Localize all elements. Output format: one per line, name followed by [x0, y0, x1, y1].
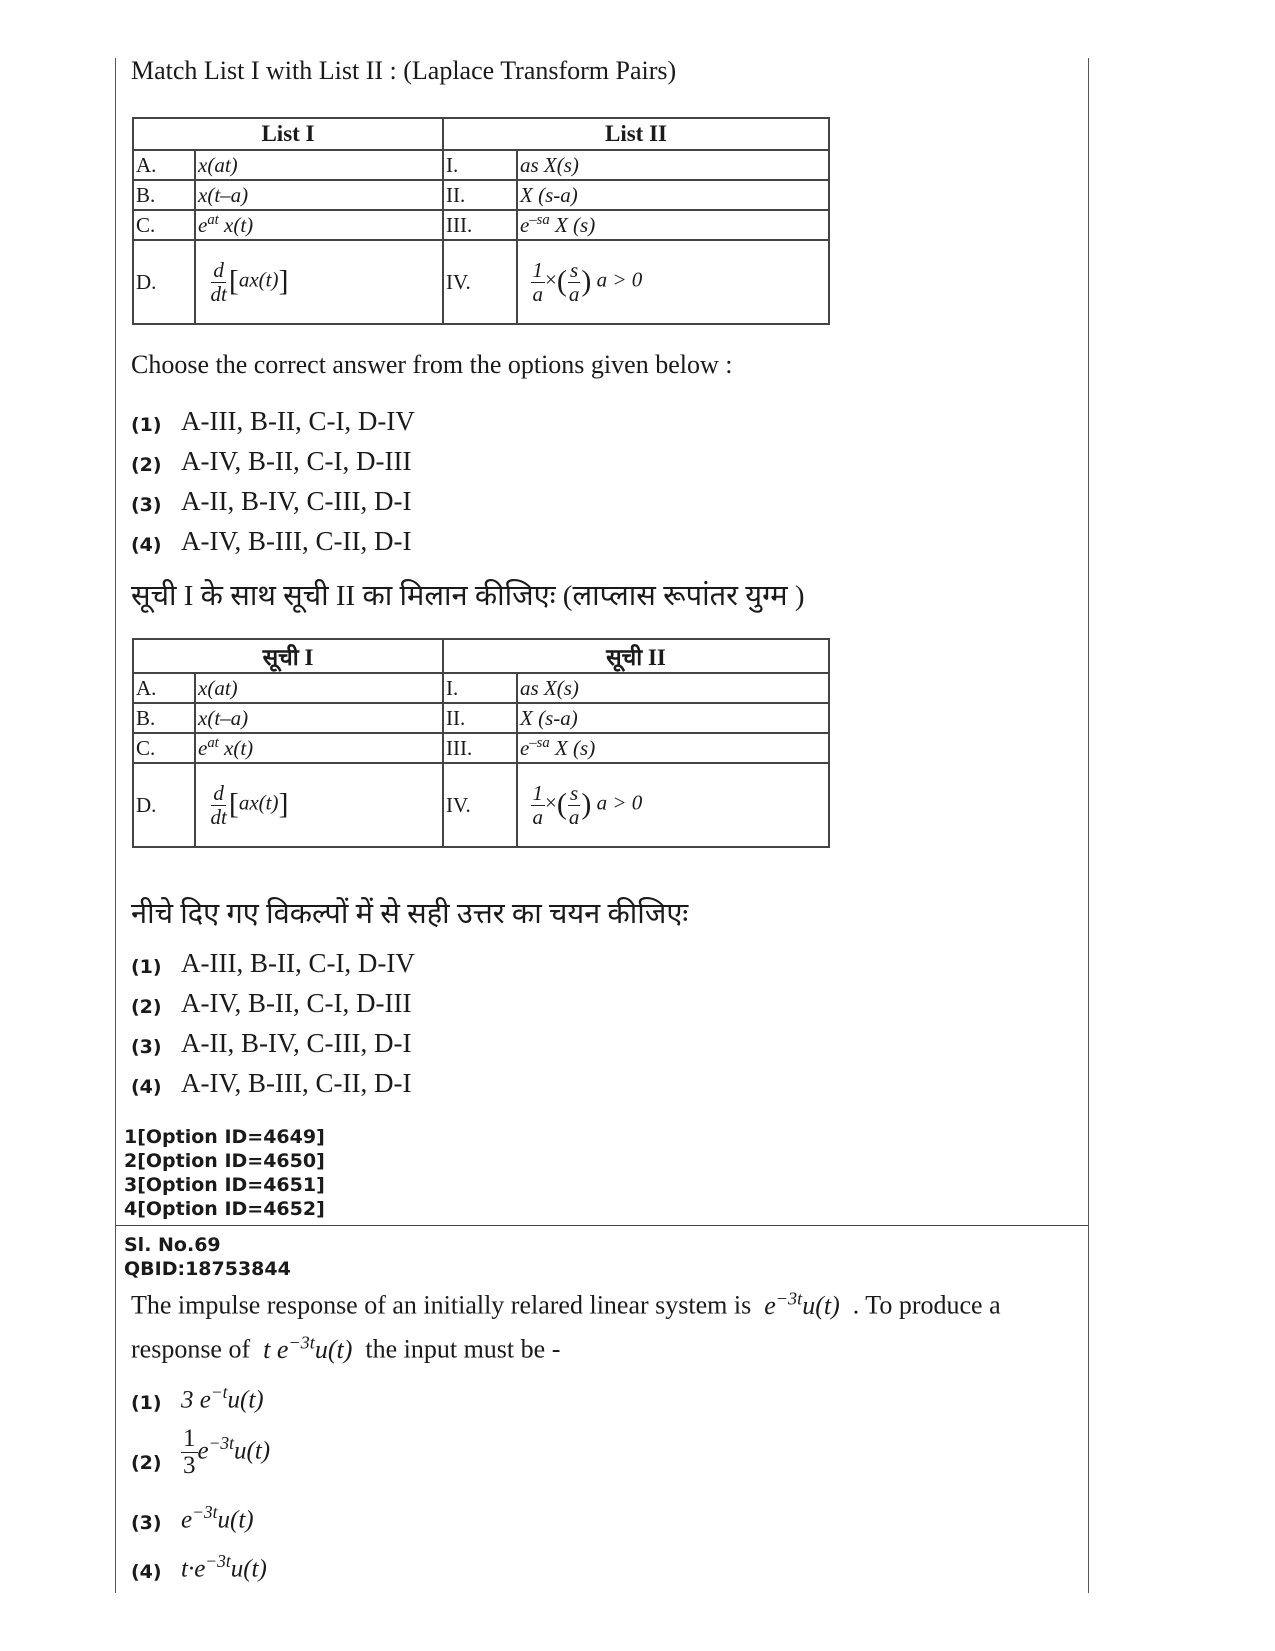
option-id-4: 4[Option ID=4652] [124, 1198, 325, 1220]
row-list1-value: $\frac{d}{dt}$ [ax(t)] [195, 763, 443, 847]
match-table-hi [132, 638, 830, 848]
question-intro-hi: सूची I के साथ सूची II का मिलान कीजिएः (लाप्लास रूपांतर युग्म ) [131, 580, 805, 612]
q69-option-2-expr: $\frac{1}{3}$ $e^{-3t}u(t)$ [183, 1425, 271, 1480]
row-list1-value: $e^{at}$ x(t) [195, 733, 443, 763]
option-id-2: 2[Option ID=4650] [124, 1150, 325, 1172]
table-row [133, 210, 829, 240]
option-4-text-hi: A-IV, B-III, C-II, D-I [181, 1068, 412, 1098]
question-69-line-1: The impulse response of an initially relared linear system is $e^{-3t}u(t)$ . To produce a [131, 1288, 1001, 1320]
frame-right-border [1088, 58, 1089, 1593]
option-id-3: 3[Option ID=4651] [124, 1174, 325, 1196]
match-table-en [132, 117, 830, 325]
row-label: II. [443, 180, 517, 210]
choose-instruction-en: Choose the correct answer from the options given below : [131, 350, 733, 379]
option-3-number-hi: (3) [131, 1036, 162, 1058]
row-list2-value: $e^{-sa}$ X (s) [517, 733, 829, 763]
question-69-line-2: response of t $e^{-3t}u(t)$ the input must be - [131, 1332, 561, 1364]
q69-option-3-number: (3) [131, 1512, 162, 1534]
row-list2-value: X (s-a) [517, 703, 829, 733]
row-label: C. [133, 210, 195, 240]
serial-number: Sl. No.69 [124, 1234, 221, 1256]
q69-option-4-number: (4) [131, 1561, 162, 1583]
option-1-number-hi: (1) [131, 956, 162, 978]
row-list1-value: x(t–a) [195, 180, 443, 210]
table-row [133, 150, 829, 180]
row-list2-value: $\frac{1}{a}$ ×( $\frac{s}{a}$ ) a > 0 [517, 763, 829, 847]
option-3-text-hi: A-II, B-IV, C-III, D-I [181, 1028, 412, 1058]
row-label: B. [133, 703, 195, 733]
q69-option-3-expr: $e^{-3t}u(t)$ [181, 1502, 254, 1534]
row-label: IV. [443, 240, 517, 324]
frame-left-border [115, 58, 116, 1593]
table-row [133, 763, 829, 847]
row-label: IV. [443, 763, 517, 847]
row-list1-value: x(at) [195, 150, 443, 180]
row-label: B. [133, 180, 195, 210]
option-3-number: (3) [131, 494, 162, 516]
row-label: I. [443, 150, 517, 180]
row-list1-value: $\frac{d}{dt}$ [ax(t)] [195, 240, 443, 324]
table-row [133, 240, 829, 324]
target-response-expr: t $e^{-3t}u(t)$ [263, 1332, 353, 1364]
row-list2-value: as X(s) [517, 150, 829, 180]
option-1-number: (1) [131, 414, 162, 436]
q69-option-1-expr: 3 $e^{-t}u(t)$ [181, 1382, 264, 1414]
option-4-text: A-IV, B-III, C-II, D-I [181, 526, 412, 556]
option-2-text: A-IV, B-II, C-I, D-III [181, 446, 412, 476]
row-label: A. [133, 150, 195, 180]
option-2-number: (2) [131, 454, 162, 476]
option-1-text: A-III, B-II, C-I, D-IV [181, 406, 415, 436]
row-label: A. [133, 673, 195, 703]
row-list2-value: $e^{-sa}$ X (s) [517, 210, 829, 240]
option-4-number: (4) [131, 534, 162, 556]
row-label: I. [443, 673, 517, 703]
option-id-1: 1[Option ID=4649] [124, 1126, 325, 1148]
table-row [133, 703, 829, 733]
row-label: C. [133, 733, 195, 763]
option-3-text: A-II, B-IV, C-III, D-I [181, 486, 412, 516]
option-2-number-hi: (2) [131, 996, 162, 1018]
row-label: II. [443, 703, 517, 733]
table-header-list-1-hi: सूची I [133, 639, 443, 673]
option-2-text-hi: A-IV, B-II, C-I, D-III [181, 988, 412, 1018]
table-header-list-1: List I [133, 118, 443, 150]
question-divider [115, 1225, 1088, 1226]
table-header-list-2-hi: सूची II [443, 639, 829, 673]
table-row [133, 733, 829, 763]
table-row [133, 673, 829, 703]
q69-option-2-number: (2) [131, 1452, 162, 1474]
table-header-list-2: List II [443, 118, 829, 150]
option-1-text-hi: A-III, B-II, C-I, D-IV [181, 948, 415, 978]
row-label: III. [443, 210, 517, 240]
impulse-response-expr: $e^{-3t}u(t)$ [764, 1288, 840, 1320]
question-intro-en: Match List I with List II : (Laplace Transform Pairs) [131, 56, 677, 85]
choose-instruction-hi: नीचे दिए गए विकल्पों में से सही उत्तर का चयन कीजिएः [131, 898, 689, 930]
option-4-number-hi: (4) [131, 1076, 162, 1098]
row-label: D. [133, 763, 195, 847]
row-list1-value: $e^{at}$ x(t) [195, 210, 443, 240]
row-label: III. [443, 733, 517, 763]
q69-option-4-expr: $t\cdot e^{-3t}u(t)$ [181, 1551, 267, 1583]
row-list1-value: x(t–a) [195, 703, 443, 733]
row-list2-value: $\frac{1}{a}$ ×( $\frac{s}{a}$ ) a > 0 [517, 240, 829, 324]
row-label: D. [133, 240, 195, 324]
table-row [133, 180, 829, 210]
row-list1-value: x(at) [195, 673, 443, 703]
row-list2-value: X (s-a) [517, 180, 829, 210]
row-list2-value: as X(s) [517, 673, 829, 703]
q69-option-1-number: (1) [131, 1392, 162, 1414]
question-bank-id: QBID:18753844 [124, 1258, 291, 1280]
